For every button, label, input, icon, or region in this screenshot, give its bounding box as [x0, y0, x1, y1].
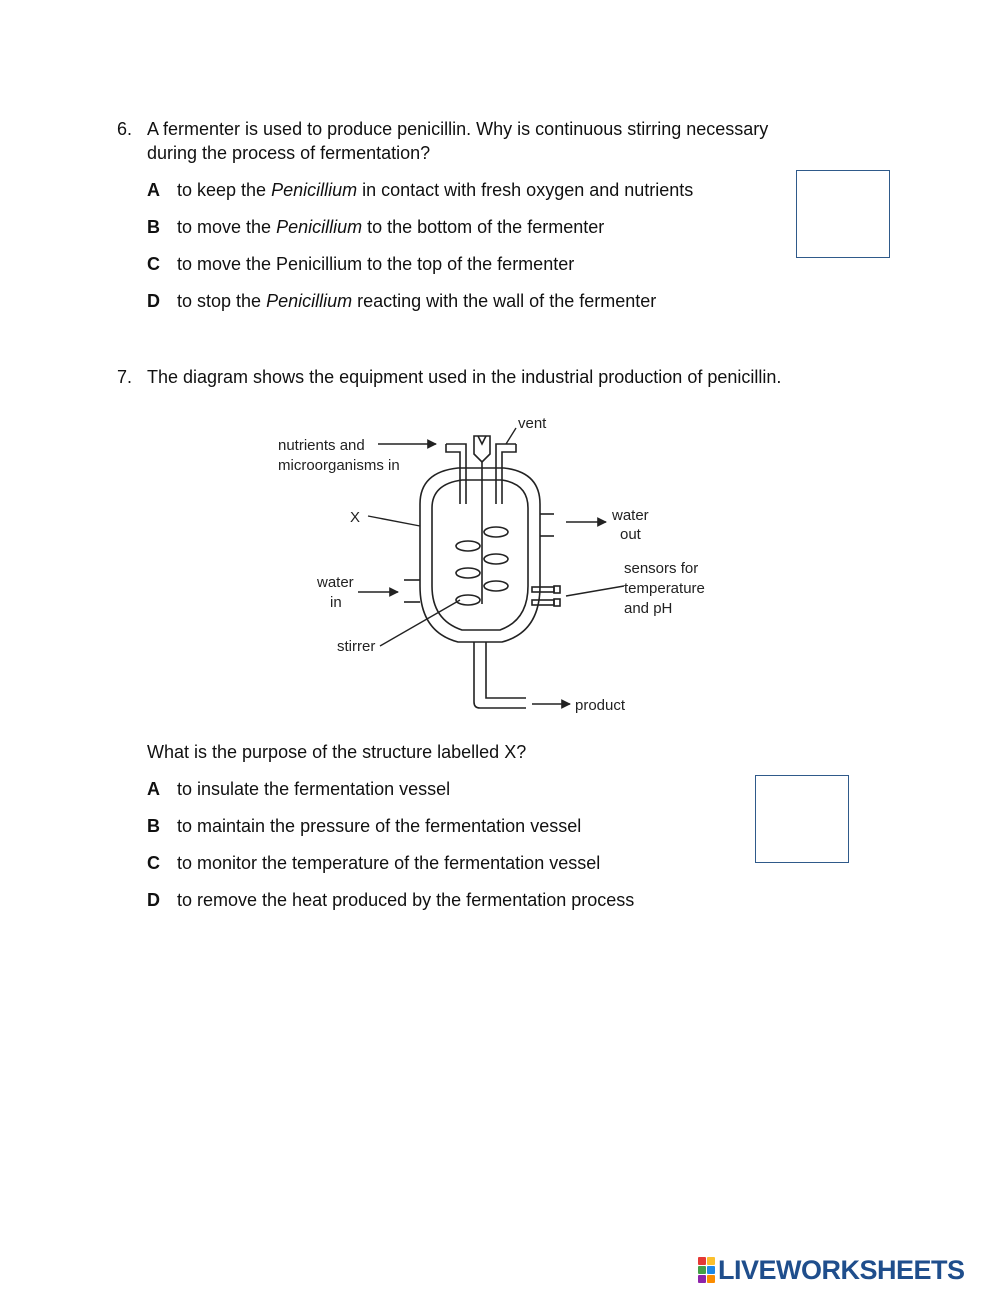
- q7-option-c: [147, 851, 600, 875]
- option-letter: A: [147, 180, 160, 200]
- x-label: X: [350, 509, 361, 526]
- option-text: to remove the heat produced by the fermentation process: [177, 890, 635, 910]
- sensors-label-line3: and pH: [624, 600, 673, 617]
- q6-option-d: [147, 289, 656, 313]
- nutrients-label-line2: microorganisms in: [278, 457, 400, 474]
- q6-answer-box[interactable]: [796, 170, 890, 258]
- q6-option-c: [147, 252, 574, 276]
- option-letter: D: [147, 890, 160, 910]
- option-text-post: reacting with the wall of the fermenter: [352, 291, 657, 311]
- q7-number: 7.: [117, 367, 133, 387]
- logo-block: [698, 1275, 706, 1283]
- fermenter-vessel: [404, 436, 560, 708]
- option-text: to monitor the temperature of the fermentation vessel: [177, 853, 601, 873]
- q7-line1: The diagram shows the equipment used in the industrial production of penicillin.: [147, 367, 782, 387]
- nutrients-label-line1: nutrients and: [278, 437, 365, 454]
- q7-answer-box[interactable]: [755, 775, 849, 863]
- q7-question: What is the purpose of the structure labelled X?: [147, 742, 527, 762]
- option-letter: B: [147, 816, 160, 836]
- logo-text: LIVEWORKSHEETS: [718, 1254, 965, 1285]
- sensors-label-line1: sensors for: [624, 560, 699, 577]
- water-in-label-line2: in: [330, 594, 342, 611]
- option-text-post: to the bottom of the fermenter: [362, 217, 605, 237]
- option-text-pre: to stop the: [177, 291, 267, 311]
- option-text-pre: to move the: [177, 217, 277, 237]
- q6-number: 6.: [117, 119, 133, 139]
- option-letter: A: [147, 779, 160, 799]
- q6-line2: during the process of fermentation?: [147, 143, 431, 163]
- q7-option-d: [147, 888, 634, 912]
- logo-block: [698, 1266, 706, 1274]
- product-label: product: [575, 697, 626, 714]
- liveworksheets-logo: [698, 1255, 965, 1285]
- option-text-em: Penicillium: [271, 180, 358, 200]
- water-out-label-line2: out: [620, 526, 641, 543]
- option-letter: D: [147, 291, 160, 311]
- option-text-post: in contact with fresh oxygen and nutrients: [357, 180, 694, 200]
- stirrer-label: stirrer: [337, 638, 376, 655]
- water-in-label-line1: water: [317, 574, 354, 591]
- option-text-em: Penicillium: [276, 217, 363, 237]
- option-letter: C: [147, 853, 160, 873]
- option-letter: C: [147, 254, 160, 274]
- q6-line1: A fermenter is used to produce penicillin. Why is continuous stirring necessary: [147, 119, 769, 139]
- q7-option-b: [147, 814, 581, 838]
- logo-block: [707, 1257, 715, 1265]
- q6-option-b: [147, 215, 604, 239]
- option-text-pre: to keep the: [177, 180, 272, 200]
- fermenter-diagram: [270, 408, 730, 720]
- option-text: to maintain the pressure of the fermentation vessel: [177, 816, 582, 836]
- logo-block: [707, 1266, 715, 1274]
- logo-block: [698, 1257, 706, 1265]
- vent-label: vent: [518, 415, 547, 432]
- q7-option-a: [147, 777, 450, 801]
- q6-question: [147, 117, 768, 165]
- option-text-em: Penicillium: [266, 291, 353, 311]
- q6-option-a: [147, 178, 693, 202]
- sensors-label-line2: temperature: [624, 580, 705, 597]
- water-out-label-line1: water: [612, 507, 649, 524]
- option-letter: B: [147, 217, 160, 237]
- logo-blocks-icon: [698, 1257, 715, 1283]
- option-text: to insulate the fermentation vessel: [177, 779, 451, 799]
- option-text-pre: to move the Penicillium to the top of the fermenter: [177, 254, 575, 274]
- logo-block: [707, 1275, 715, 1283]
